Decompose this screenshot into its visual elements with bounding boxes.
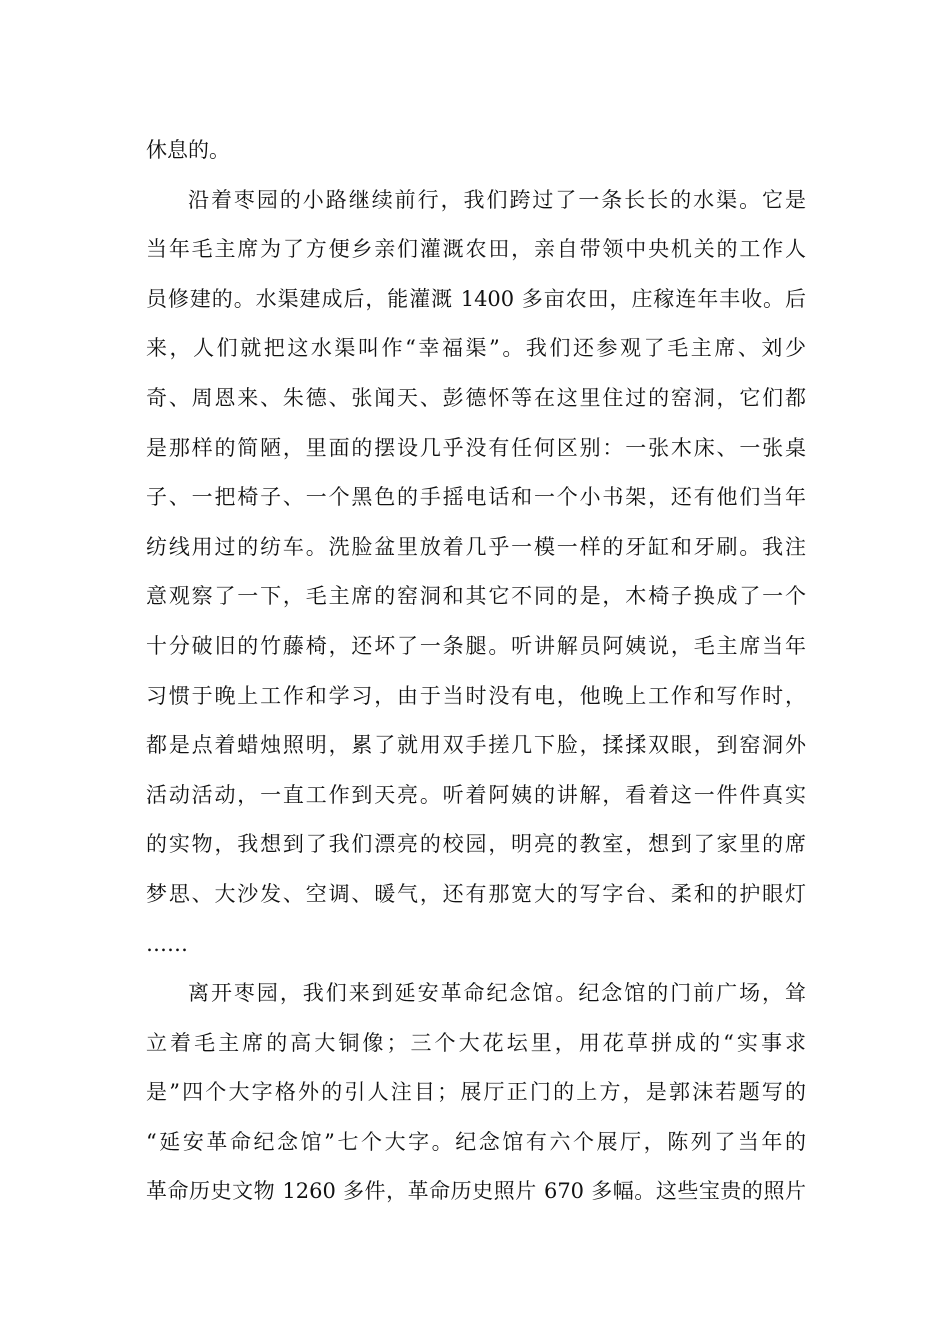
text-line: 员修建的。水渠建成后，能灌溉 1400 多亩农田，庄稼连年丰收。后 <box>146 286 806 311</box>
text-line: 梦思、大沙发、空调、暖气，还有那宽大的写字台、柔和的护眼灯 <box>146 881 806 906</box>
text-line: 的实物，我想到了我们漂亮的校园，明亮的教室，想到了家里的席 <box>146 832 806 857</box>
paragraph-1 <box>146 126 806 176</box>
text-line: 奇、周恩来、朱德、张闻天、彭德怀等在这里住过的窑洞，它们都 <box>146 385 806 410</box>
text-line: …… <box>146 931 188 956</box>
text-line: 休息的。 <box>146 138 230 162</box>
text-line: 沿着枣园的小路继续前行，我们跨过了一条长长的水渠。它是 <box>188 187 806 212</box>
text-line: 子、一把椅子、一个黑色的手摇电话和一个小书架，还有他们当年 <box>146 485 806 510</box>
text-line: 来，人们就把这水渠叫作“幸福渠”。我们还参观了毛主席、刘少 <box>146 336 806 361</box>
text-line: 纺线用过的纺车。洗脸盆里放着几乎一模一样的牙缸和牙刷。我注 <box>146 534 806 559</box>
text-line: 革命历史文物 1260 多件，革命历史照片 670 多幅。这些宝贵的照片 <box>146 1179 806 1204</box>
text-line: 离开枣园，我们来到延安革命纪念馆。纪念馆的门前广场，耸 <box>188 981 806 1006</box>
text-line: 是那样的简陋，里面的摆设几乎没有任何区别：一张木床、一张桌 <box>146 435 806 460</box>
text-line: 意观察了一下，毛主席的窑洞和其它不同的是，木椅子换成了一个 <box>146 584 806 609</box>
text-line: “延安革命纪念馆”七个大字。纪念馆有六个展厅，陈列了当年的 <box>146 1129 806 1154</box>
paragraph-2 <box>146 176 806 970</box>
paragraph-3 <box>146 969 806 1217</box>
text-line: 当年毛主席为了方便乡亲们灌溉农田，亲自带领中央机关的工作人 <box>146 237 806 262</box>
text-line: 十分破旧的竹藤椅，还坏了一条腿。听讲解员阿姨说，毛主席当年 <box>146 633 806 658</box>
text-line: 立着毛主席的高大铜像；三个大花坛里，用花草拼成的“实事求 <box>146 1030 806 1055</box>
text-line: 是”四个大字格外的引人注目；展厅正门的上方，是郭沫若题写的 <box>146 1080 806 1105</box>
body-text <box>146 126 806 1217</box>
text-line: 习惯于晚上工作和学习，由于当时没有电，他晚上工作和写作时， <box>146 683 806 708</box>
text-line: 活动活动，一直工作到天亮。听着阿姨的讲解，看着这一件件真实 <box>146 782 806 807</box>
text-line: 都是点着蜡烛照明，累了就用双手搓几下脸，揉揉双眼，到窑洞外 <box>146 733 806 758</box>
